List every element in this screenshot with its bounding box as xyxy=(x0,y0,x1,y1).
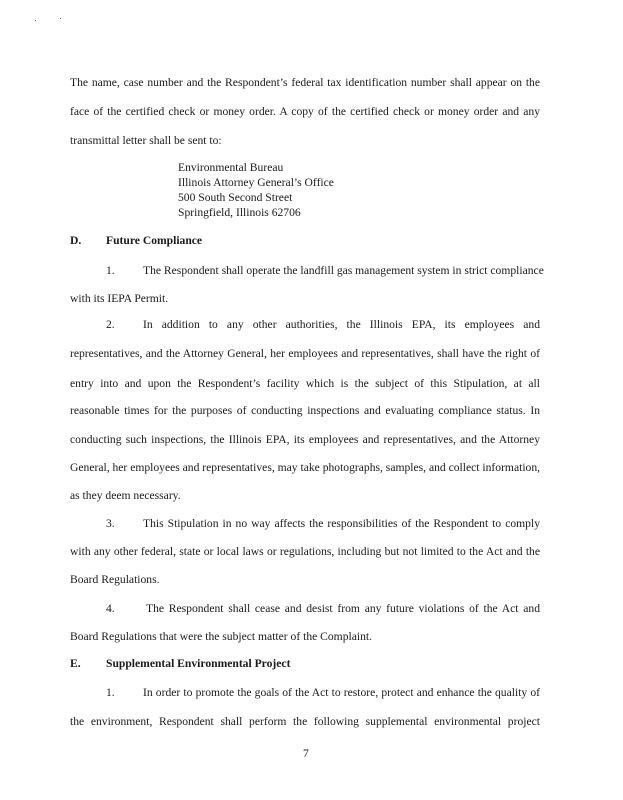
text-line: face of the certified check or money order. A copy of the certified check or money order and any xyxy=(70,105,540,118)
item-number: 2. xyxy=(106,318,115,331)
text-line: The Respondent shall cease and desist from any future violations of the Act and xyxy=(146,602,540,615)
text-line: with its IEPA Permit. xyxy=(70,292,169,305)
page-number: 7 xyxy=(303,747,309,760)
text-line: In order to promote the goals of the Act to restore, protect and enhance the quality of xyxy=(143,686,540,699)
address-line: 500 South Second Street xyxy=(178,191,293,204)
text-line: Board Regulations. xyxy=(70,573,160,586)
section-title: Future Compliance xyxy=(106,234,203,247)
section-letter: D. xyxy=(70,234,82,247)
text-line: representatives, and the Attorney General, her employees and representatives, shall have the right of xyxy=(70,347,540,360)
text-line: Board Regulations that were the subject matter of the Complaint. xyxy=(70,630,373,643)
text-line: transmittal letter shall be sent to: xyxy=(70,134,222,147)
scan-speck xyxy=(35,20,36,21)
text-line: This Stipulation in no way affects the responsibilities of the Respondent to comply xyxy=(143,517,540,530)
item-number: 1. xyxy=(106,264,115,277)
section-letter: E. xyxy=(70,657,81,670)
section-title: Supplemental Environmental Project xyxy=(106,657,291,670)
address-line: Springfield, Illinois 62706 xyxy=(178,206,301,219)
item-number: 1. xyxy=(106,686,115,699)
text-line: reasonable times for the purposes of conducting inspections and evaluating compliance status. In xyxy=(70,404,540,417)
text-line: General, her employees and representatives, may take photographs, samples, and collect information, xyxy=(70,461,541,474)
text-line: conducting such inspections, the Illinois EPA, its employees and representatives, and the Attorney xyxy=(70,433,540,446)
text-line: The name, case number and the Respondent’s federal tax identification number shall appear on the xyxy=(70,76,540,89)
item-number: 3. xyxy=(106,517,115,530)
text-line: In addition to any other authorities, the Illinois EPA, its employees and xyxy=(143,318,540,331)
item-number: 4. xyxy=(106,602,115,615)
text-line: entry into and upon the Respondent’s facility which is the subject of this Stipulation, at all xyxy=(70,377,540,390)
scan-speck xyxy=(60,18,61,19)
text-line: as they deem necessary. xyxy=(70,489,181,502)
text-line: The Respondent shall operate the landfill gas management system in strict compliance xyxy=(143,264,544,277)
text-line: with any other federal, state or local laws or regulations, including but not limited to the Act and the xyxy=(70,545,540,558)
address-line: Illinois Attorney General’s Office xyxy=(178,176,334,189)
address-line: Environmental Bureau xyxy=(178,161,284,174)
text-line: the environment, Respondent shall perform the following supplemental environmental project xyxy=(70,715,540,728)
